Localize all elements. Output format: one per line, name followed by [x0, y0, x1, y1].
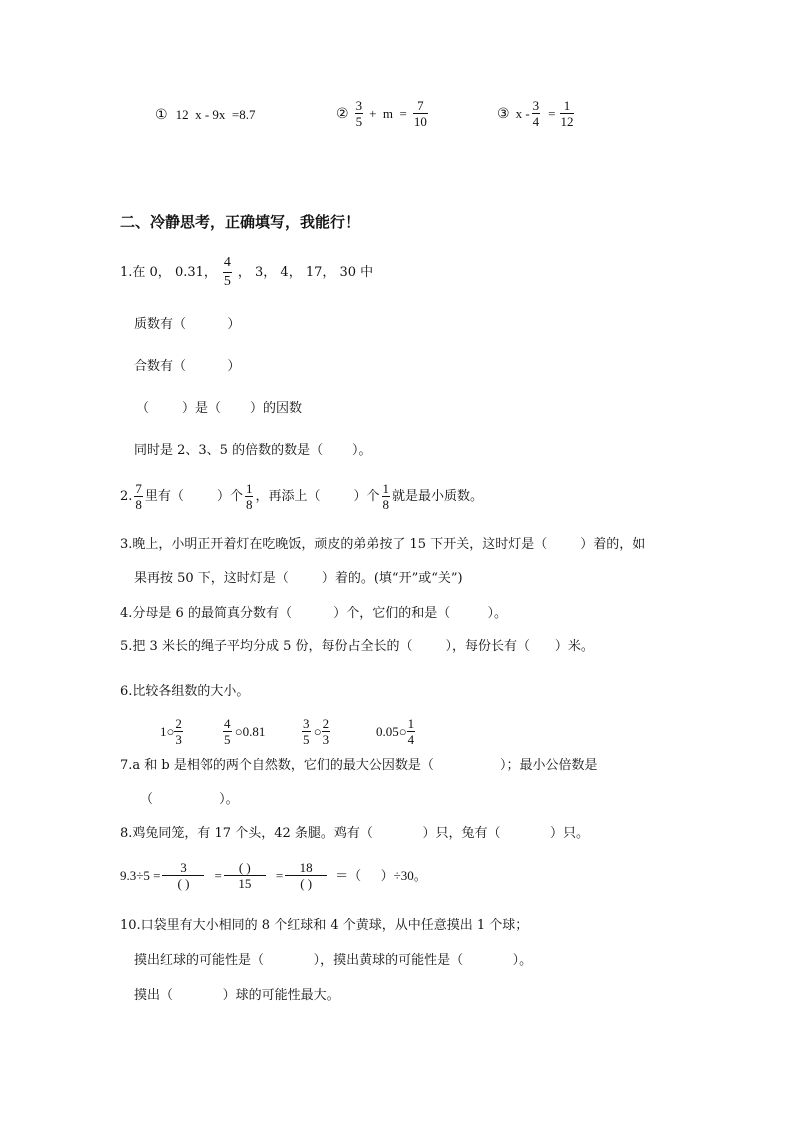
- equation-2-mid: + m =: [369, 105, 407, 121]
- q6-item-2: $\frac{4}{5}$ ○0.81: [224, 716, 266, 747]
- circled-3-marker: ③: [497, 105, 510, 122]
- equation-1-text: 12 x - 9x =8.7: [175, 107, 256, 122]
- q10-line-2: 摸出红球的可能性是（ ），摸出黄球的可能性是（ ）。: [134, 953, 533, 968]
- q2-mid-1: 里有（ ）个: [144, 488, 243, 504]
- q7-line-1: 7.a 和 b 是相邻的两个自然数，它们的最大公因数是（ ）；最小公倍数是: [120, 758, 598, 773]
- q9-prefix: 9.3÷5 =: [120, 867, 161, 883]
- q6-item-1: 1○ $\frac{2}{3}$: [160, 716, 182, 747]
- fraction-2-3: $\frac{2}{3}$: [322, 716, 330, 747]
- equation-3-pre: x -: [515, 105, 530, 121]
- question-4: 4.分母是 6 的最简真分数有（ ）个，它们的和是（ ）。: [120, 606, 507, 621]
- fraction-3-4: $\frac{3}{4}$: [532, 98, 540, 129]
- fraction-7-8: $\frac{7}{8}$: [135, 481, 142, 512]
- fraction-4-5: $\frac{4}{5}$: [223, 255, 231, 289]
- q1-factor-line: （ ）是（ ）的因数: [136, 401, 302, 416]
- q1-suffix: ， 3， 4， 17， 30 中: [237, 264, 374, 280]
- q10-line-1: 10.口袋里有大小相同的 8 个红球和 4 个黄球，从中任意摸出 1 个球；: [120, 918, 529, 933]
- q1-multiples-line: 同时是 2、3、5 的倍数的数是（ ）。: [134, 443, 372, 458]
- q3-line-1: 3.晚上，小明正开着灯在吃晚饭，顽皮的弟弟按了 15 下开关，这时灯是（ ）着的，如: [120, 537, 646, 552]
- q9-suffix: ＝（ ）÷30。: [335, 867, 427, 883]
- question-9: 9.3÷5 = $\frac{3}{( )}$ = $\frac{( )}{15}$ = $\frac{18}{( )}$ ＝（ ）÷30。: [120, 860, 427, 891]
- fraction-4-5: $\frac{4}{5}$: [224, 716, 231, 747]
- fraction-3-blank: $\frac{3}{( )}$: [162, 860, 204, 891]
- fraction-3-5: $\frac{3}{5}$: [355, 98, 363, 129]
- q1-prefix: 1.在 0， 0.31，: [120, 264, 217, 280]
- fraction-1-4: $\frac{1}{4}$: [407, 716, 415, 747]
- fraction-18-blank: $\frac{18}{( )}$: [285, 860, 327, 891]
- q6-item-3: $\frac{3}{5}$ ○ $\frac{2}{3}$: [303, 716, 330, 747]
- equation-1: [155, 107, 255, 123]
- q10-line-3: 摸出（ ）球的可能性最大。: [134, 988, 340, 1003]
- fraction-2-3: $\frac{2}{3}$: [175, 716, 182, 747]
- q7-line-2: （ ）。: [140, 792, 239, 807]
- q1-composites-line: 合数有（ ）: [134, 359, 241, 374]
- fraction-blank-15: $\frac{( )}{15}$: [224, 860, 266, 891]
- q2-mid-2: ，再添上（ ）个: [255, 488, 380, 504]
- q6-title: 6.比较各组数的大小。: [120, 684, 250, 699]
- question-1: [120, 254, 373, 291]
- fraction-1-8-b: $\frac{1}{8}$: [382, 481, 390, 512]
- q2-suffix: 就是最小质数。: [392, 488, 484, 504]
- question-5: 5.把 3 米长的绳子平均分成 5 份，每份占全长的（ ），每份长有（ ）米。: [120, 639, 594, 654]
- section-heading: 二、冷静思考，正确填写，我能行！: [120, 213, 361, 231]
- q3-line-2: 果再按 50 下，这时灯是（ ）着的。(填“开”或“关”): [134, 571, 463, 586]
- q6-item-4: 0.05○ $\frac{1}{4}$: [376, 716, 415, 747]
- question-2: [120, 481, 483, 512]
- question-8: 8.鸡兔同笼，有 17 个头，42 条腿。鸡有（ ）只，兔有（ ）只。: [120, 826, 590, 841]
- equation-3-eq: =: [548, 105, 556, 121]
- equation-3: [497, 98, 577, 129]
- q2-prefix: 2.: [120, 488, 133, 504]
- circled-1-marker: ①: [155, 107, 168, 123]
- equation-2: [336, 98, 430, 129]
- q1-primes-line: 质数有（ ）: [134, 317, 241, 332]
- fraction-7-10: $\frac{7}{10}$: [413, 98, 427, 129]
- fraction-3-5: $\frac{3}{5}$: [303, 716, 310, 747]
- circled-2-marker: ②: [336, 105, 349, 122]
- fraction-1-8-a: $\frac{1}{8}$: [245, 481, 253, 512]
- fraction-1-12: $\frac{1}{12}$: [560, 98, 574, 129]
